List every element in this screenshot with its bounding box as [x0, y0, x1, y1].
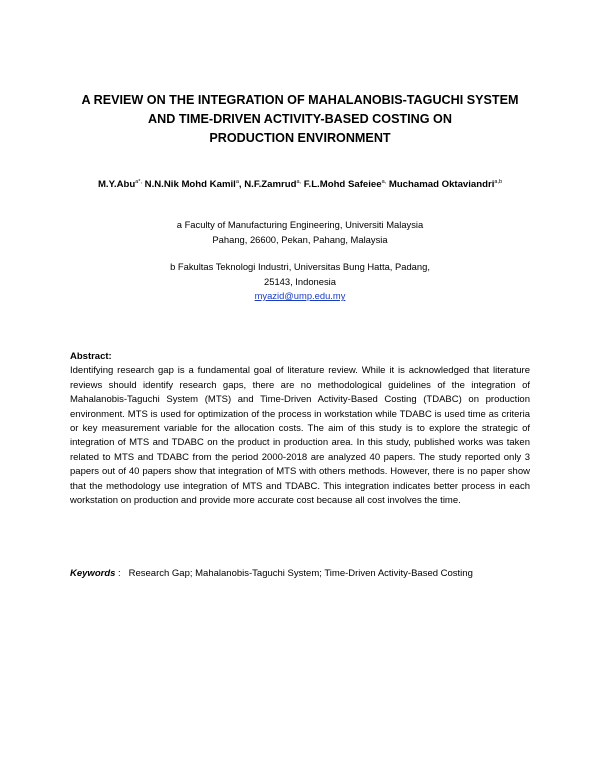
affiliation-b — [100, 260, 500, 304]
author-affiliation-mark: a, — [381, 179, 387, 185]
title-line: A REVIEW ON THE INTEGRATION OF MAHALANOBIS-TAGUCHI SYSTEM — [81, 93, 519, 107]
affiliation-line: b Fakultas Teknologi Industri, Universitas Bung Hatta, Padang, — [170, 261, 430, 272]
author-affiliation-mark: a*, — [135, 179, 142, 185]
author-affiliation-mark: a,b — [494, 179, 503, 185]
paper-title — [40, 91, 560, 148]
affiliation-a — [100, 218, 500, 247]
title-line: PRODUCTION ENVIRONMENT — [209, 131, 391, 145]
author-list: M.Y.Abu$^{a*,}$ N.N.Nik Mohd Kamil$^a$, N.F.Zamrud$^{a,}$ F.L.Mohd Safeiee$^{a,}$ Muchamad Oktaviandri$^{a,b}$ — [97, 179, 503, 190]
title-line: AND TIME-DRIVEN ACTIVITY-BASED COSTING ON — [148, 112, 452, 126]
author-name: N.N.Nik Mohd Kamil — [144, 179, 236, 190]
abstract-body: Identifying research gap is a fundamental goal of literature review. While it is acknowledged that literature reviews should identify research gaps, there are no methodological guidelines of the integration of Mahalanobis-Taguchi System (MTS) and Time-Driven Activity-Based Costing (TDABC) on production environment. MTS is used for optimization of the process in workstation while TDABC is used time as criteria or key measurement variable for the allocation costs. The aim of this study is to explore the strategic of integration of MTS and TDABC on the product in production area. In this study, published works was taken related to MTS and TDABC from the period 2000-2018 are analyzed 40 papers. The study reported only 3 papers out of 40 papers show that integration of MTS with others methods. However, there is no paper show that the methodology use integration of MTS and TDABC. This integration indicates better process in each workstation on production and provide more accurate cost because all cost involves the time. — [70, 365, 530, 507]
affiliation-line: a Faculty of Manufacturing Engineering, Universiti Malaysia — [176, 219, 424, 230]
author-name: M.Y.Abu — [97, 179, 136, 190]
author-name: F.L.Mohd Safeiee — [303, 179, 382, 190]
author-affiliation-mark: a, — [296, 179, 302, 185]
author-name: N.F.Zamrud — [244, 179, 297, 190]
keywords-line — [70, 567, 540, 581]
keywords-label: Keywords — [70, 568, 116, 579]
affiliation-line: 25143, Indonesia — [264, 275, 336, 287]
abstract-heading: Abstract: — [70, 351, 112, 362]
abstract-section — [70, 350, 530, 508]
affiliation-line: Pahang, 26600, Pekan, Pahang, Malaysia — [212, 233, 388, 245]
author-affiliation-mark: a — [235, 179, 239, 185]
email-link[interactable]: myazid@ump.edu.my — [254, 290, 346, 301]
author-name: Muchamad Oktaviandri — [388, 179, 495, 190]
keywords-text: Research Gap; Mahalanobis-Taguchi System; Time-Driven Activity-Based Costing — [128, 568, 473, 579]
keywords-separator: : — [115, 568, 129, 579]
